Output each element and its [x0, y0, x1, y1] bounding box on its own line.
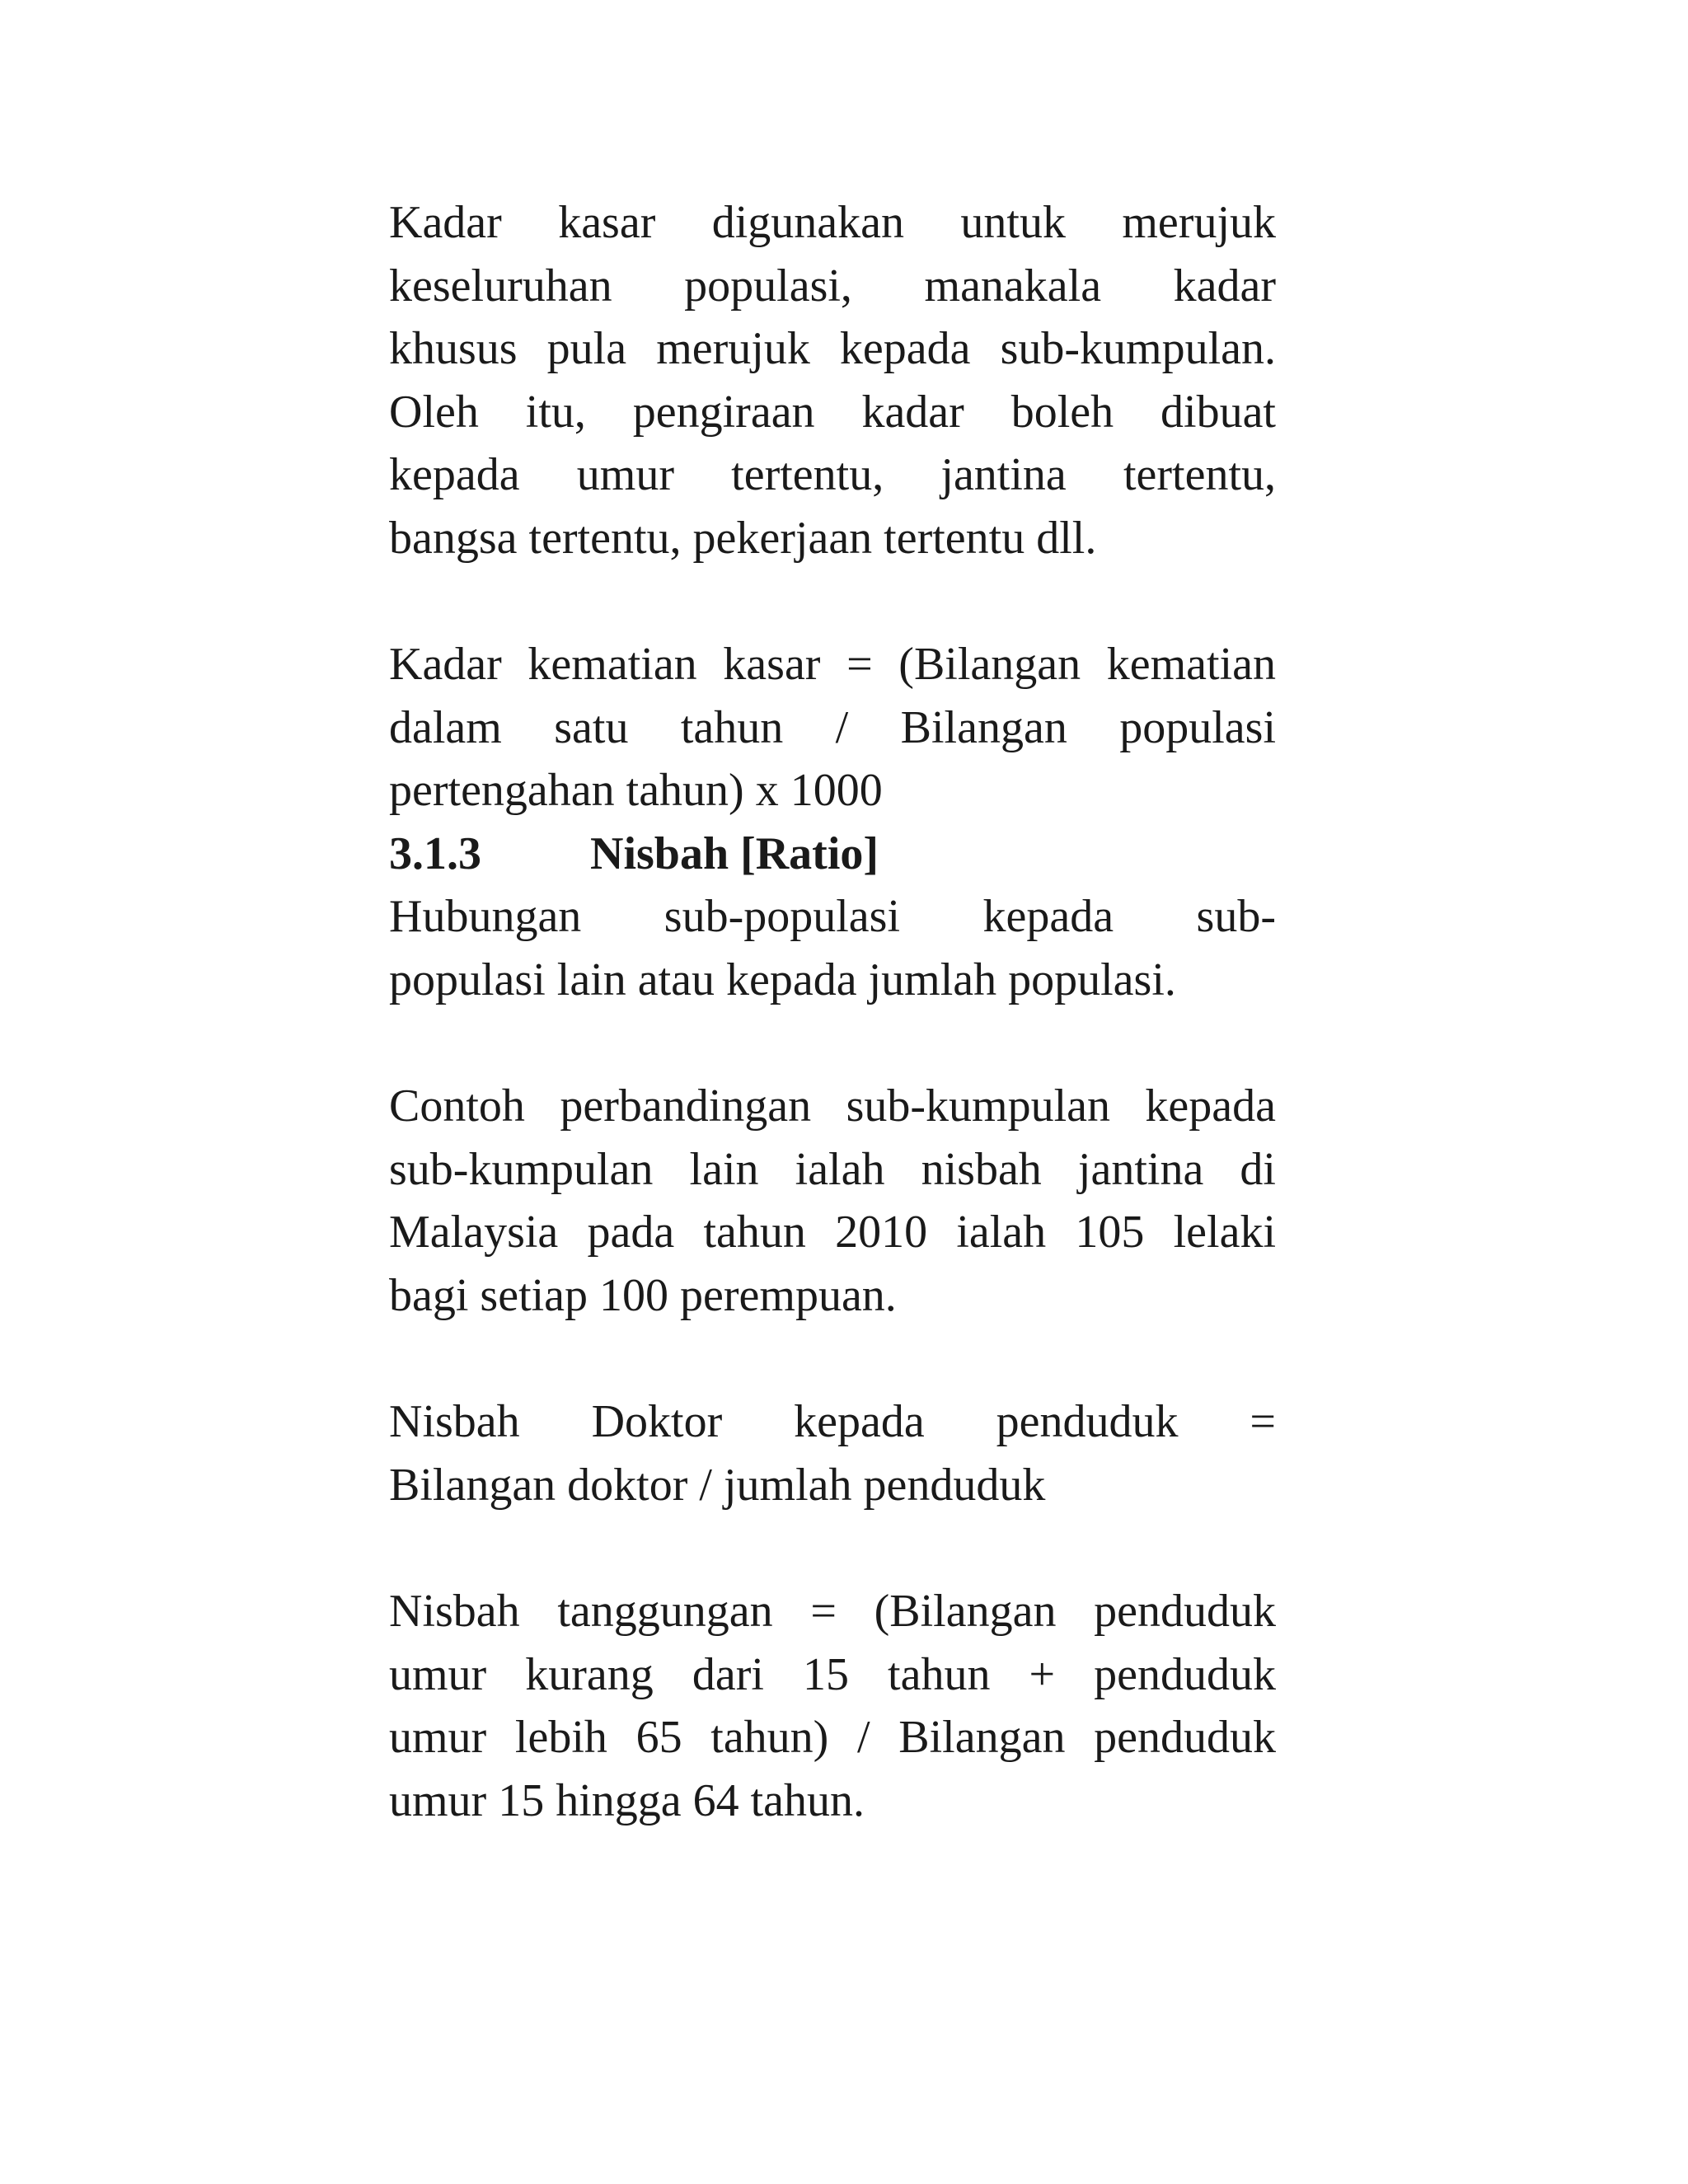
- text-line: bangsa tertentu, pekerjaan tertentu dll.: [389, 512, 1097, 564]
- text-line: umur lebih 65 tahun) / Bilangan penduduk: [389, 1712, 1276, 1763]
- text-line: khusus pula merujuk kepada sub-kumpulan.: [389, 323, 1276, 374]
- section-title: Nisbah [Ratio]: [590, 827, 879, 879]
- text-line: Kadar kasar digunakan untuk merujuk: [389, 197, 1276, 248]
- text-line: Kadar kematian kasar = (Bilangan kematian: [389, 639, 1276, 690]
- text-line: Oleh itu, pengiraan kadar boleh dibuat: [389, 386, 1276, 438]
- paragraph-formula-kematian: [389, 633, 1276, 823]
- text-line: dalam satu tahun / Bilangan populasi: [389, 701, 1276, 753]
- text-line: Nisbah Doktor kepada penduduk =: [389, 1396, 1276, 1447]
- text-line: bagi setiap 100 perempuan.: [389, 1269, 897, 1321]
- text-line: umur 15 hingga 64 tahun.: [389, 1774, 865, 1826]
- paragraph-contoh: [389, 1075, 1276, 1327]
- paragraph-nisbah-tanggungan: [389, 1580, 1276, 1832]
- text-line: sub-kumpulan lain ialah nisbah jantina di: [389, 1143, 1276, 1195]
- text-line: Malaysia pada tahun 2010 ialah 105 lelaki: [389, 1207, 1276, 1258]
- text-line: kepada umur tertentu, jantina tertentu,: [389, 449, 1276, 500]
- document-page: [389, 191, 1276, 1832]
- paragraph-kadar-kasar: [389, 191, 1276, 569]
- text-line: Bilangan doktor / jumlah penduduk: [389, 1459, 1046, 1511]
- section-heading: [389, 823, 1276, 886]
- paragraph-nisbah-doktor: [389, 1390, 1276, 1516]
- section-number: 3.1.3: [389, 827, 481, 879]
- text-line: populasi lain atau kepada jumlah populasi.: [389, 954, 1176, 1005]
- text-line: Contoh perbandingan sub-kumpulan kepada: [389, 1080, 1276, 1132]
- text-line: Hubungan sub-populasi kepada sub-: [389, 891, 1276, 942]
- paragraph-hubungan: [389, 885, 1276, 1011]
- text-line: keseluruhan populasi, manakala kadar: [389, 260, 1276, 312]
- text-line: pertengahan tahun) x 1000: [389, 765, 883, 816]
- text-line: Nisbah tanggungan = (Bilangan penduduk: [389, 1586, 1276, 1637]
- text-line: umur kurang dari 15 tahun + penduduk: [389, 1648, 1276, 1700]
